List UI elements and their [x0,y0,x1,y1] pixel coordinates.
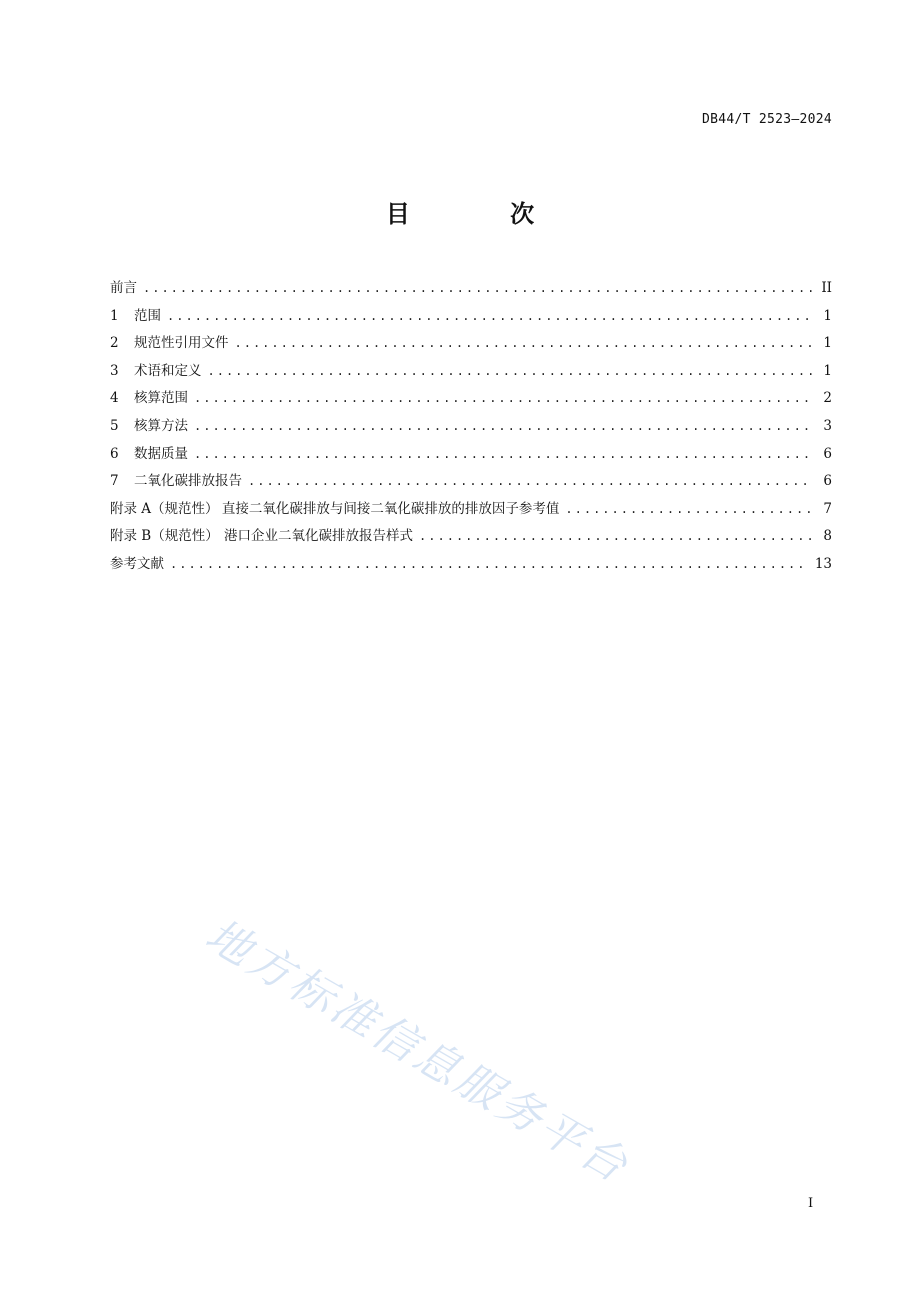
toc-page: 13 [814,555,832,572]
toc-label: 术语和定义 [134,362,202,379]
toc-label: 规范性引用文件 [134,335,229,352]
toc-label: 核算方法 [134,417,188,434]
toc-label: 范围 [134,307,161,324]
toc-number: 6 [110,445,119,462]
toc-page: 6 [823,473,832,490]
toc-item-emission-report[interactable] [110,469,832,497]
toc-number: 4 [110,390,119,407]
toc-page: 8 [823,528,832,545]
toc-leader-dots [167,309,812,323]
toc-item-bibliography[interactable] [110,552,832,580]
toc-item-normative-references[interactable] [110,331,832,359]
table-of-contents [110,276,832,580]
toc-label: 前言 [110,280,137,296]
toc-leader-dots [235,336,813,350]
toc-leader-dots [248,474,812,488]
toc-item-terms-definitions[interactable] [110,359,832,387]
toc-label: 参考文献 [110,555,164,572]
toc-item-accounting-scope[interactable] [110,386,832,414]
toc-page: 2 [823,390,832,407]
toc-page: II [821,280,832,296]
toc-label: 附录 B（规范性） [110,528,219,545]
toc-item-foreword[interactable] [110,276,832,304]
toc-label: 二氧化碳排放报告 [134,473,242,490]
toc-leader-dots [194,419,812,433]
toc-page: 1 [823,362,832,379]
toc-sublabel: 直接二氧化碳排放与间接二氧化碳排放的排放因子参考值 [221,500,560,517]
toc-leader-dots [419,529,812,543]
toc-label: 核算范围 [134,390,188,407]
page-title: 目 次 [385,200,581,228]
toc-number: 7 [110,473,119,490]
watermark: 地方标准信息服务平台 [197,909,639,1194]
toc-leader-dots [194,391,812,405]
toc-number: 3 [110,362,119,379]
toc-leader-dots [170,557,809,571]
toc-label: 数据质量 [134,445,188,462]
toc-leader-dots [208,364,813,378]
toc-item-data-quality[interactable] [110,442,832,470]
toc-number: 2 [110,335,119,352]
toc-page: 7 [823,500,832,517]
toc-page: 6 [823,445,832,462]
toc-leader-dots [565,502,812,516]
toc-leader-dots [143,281,812,295]
toc-leader-dots [194,447,812,461]
toc-sublabel: 港口企业二氧化碳排放报告样式 [224,528,414,545]
doc-code: DB44/T 2523—2024 [701,112,832,127]
toc-page: 3 [823,417,832,434]
toc-item-annex-b[interactable] [110,524,832,552]
toc-number: 1 [110,307,119,324]
toc-item-annex-a[interactable] [110,497,832,525]
page-number: I [808,1196,814,1211]
toc-label: 附录 A（规范性） [110,500,219,517]
toc-item-accounting-method[interactable] [110,414,832,442]
toc-number: 5 [110,417,119,434]
toc-item-scope[interactable] [110,304,832,332]
toc-page: 1 [823,335,832,352]
toc-page: 1 [823,307,832,324]
